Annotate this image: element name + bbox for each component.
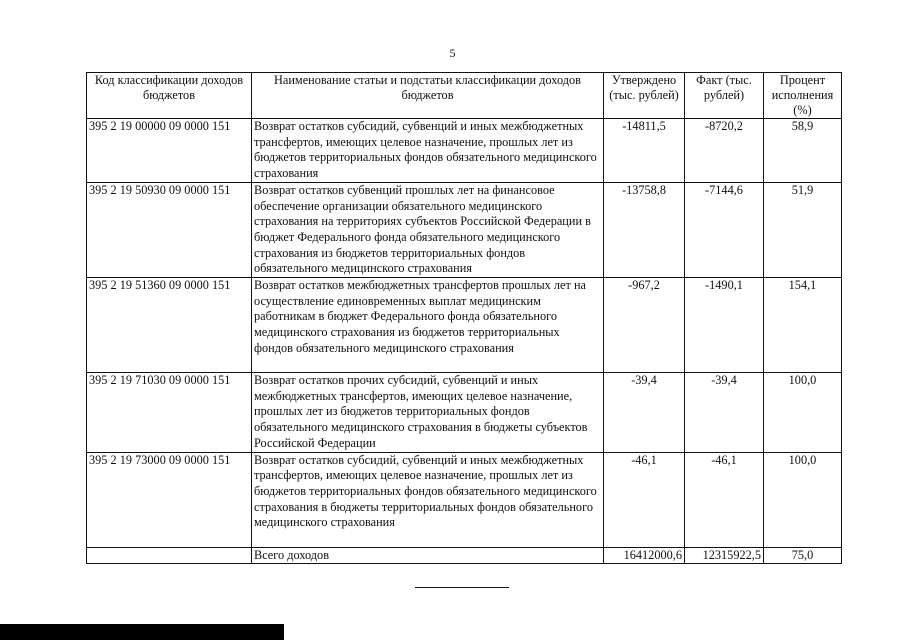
budget-revenue-table xyxy=(86,72,842,564)
cell-approved: -39,4 xyxy=(604,373,685,453)
cell-approved: -967,2 xyxy=(604,278,685,373)
cell-code: 395 2 19 73000 09 0000 151 xyxy=(87,452,252,547)
cell-fact: -46,1 xyxy=(685,452,764,547)
cell-percent: 154,1 xyxy=(764,278,842,373)
cell-name: Возврат остатков межбюджетных трансфертов прошлых лет на осуществление единовременных выплат медицинским работникам в бюджет Федерального фонда обязательного медицинского страхования из бюджетов территориальных фондов обязательного медицинского страхования xyxy=(252,278,604,373)
total-fact: 12315922,5 xyxy=(685,547,764,564)
cell-percent: 100,0 xyxy=(764,373,842,453)
header-name: Наименование статьи и подстатьи классификации доходов бюджетов xyxy=(252,73,604,119)
header-code: Код классификации доходов бюджетов xyxy=(87,73,252,119)
cell-approved: -46,1 xyxy=(604,452,685,547)
cell-approved: -13758,8 xyxy=(604,182,685,277)
table-row xyxy=(87,119,842,183)
footnote-separator xyxy=(415,587,509,588)
table-header-row xyxy=(87,73,842,119)
cell-percent: 51,9 xyxy=(764,182,842,277)
cell-fact: -7144,6 xyxy=(685,182,764,277)
cell-name: Возврат остатков субсидий, субвенций и иных межбюджетных трансфертов, имеющих целевое назначение, прошлых лет из бюджетов территориальных фондов обязательного медицинского страхования xyxy=(252,119,604,183)
total-row xyxy=(87,547,842,564)
cell-name: Возврат остатков прочих субсидий, субвенций и иных межбюджетных трансфертов, имеющих целевое назначение, прошлых лет из бюджетов территориальных фондов обязательного медицинского страхования в бюджеты субъектов Российской Федерации xyxy=(252,373,604,453)
page-number: 5 xyxy=(449,46,456,60)
cell-fact: -8720,2 xyxy=(685,119,764,183)
header-fact: Факт (тыс. рублей) xyxy=(685,73,764,119)
cell-name: Возврат остатков субвенций прошлых лет на финансовое обеспечение организации обязательного медицинского страхования на территориях субъектов Российской Федерации в бюджет Федерального фонда обязательного медицинского страхования из бюджетов территориальных фондов обязательного медицинского страхования xyxy=(252,182,604,277)
redaction-bar xyxy=(0,624,284,640)
cell-approved: -14811,5 xyxy=(604,119,685,183)
table-row xyxy=(87,373,842,453)
cell-name: Возврат остатков субсидий, субвенций и иных межбюджетных трансфертов, имеющих целевое назначение, прошлых лет из бюджетов территориальных фондов обязательного медицинского страхования в бюджеты территориальных фондов обязательного медицинского страхования xyxy=(252,452,604,547)
cell-fact: -39,4 xyxy=(685,373,764,453)
total-percent: 75,0 xyxy=(764,547,842,564)
header-approved: Утверждено (тыс. рублей) xyxy=(604,73,685,119)
total-label: Всего доходов xyxy=(252,547,604,564)
table-row xyxy=(87,452,842,547)
header-percent: Процент исполнения (%) xyxy=(764,73,842,119)
table-row xyxy=(87,278,842,373)
cell-code: 395 2 19 50930 09 0000 151 xyxy=(87,182,252,277)
cell-code: 395 2 19 71030 09 0000 151 xyxy=(87,373,252,453)
cell-percent: 58,9 xyxy=(764,119,842,183)
cell-code: 395 2 19 00000 09 0000 151 xyxy=(87,119,252,183)
total-approved: 16412000,6 xyxy=(604,547,685,564)
cell-fact: -1490,1 xyxy=(685,278,764,373)
cell-percent: 100,0 xyxy=(764,452,842,547)
total-code xyxy=(87,547,252,564)
cell-code: 395 2 19 51360 09 0000 151 xyxy=(87,278,252,373)
table-row xyxy=(87,182,842,277)
